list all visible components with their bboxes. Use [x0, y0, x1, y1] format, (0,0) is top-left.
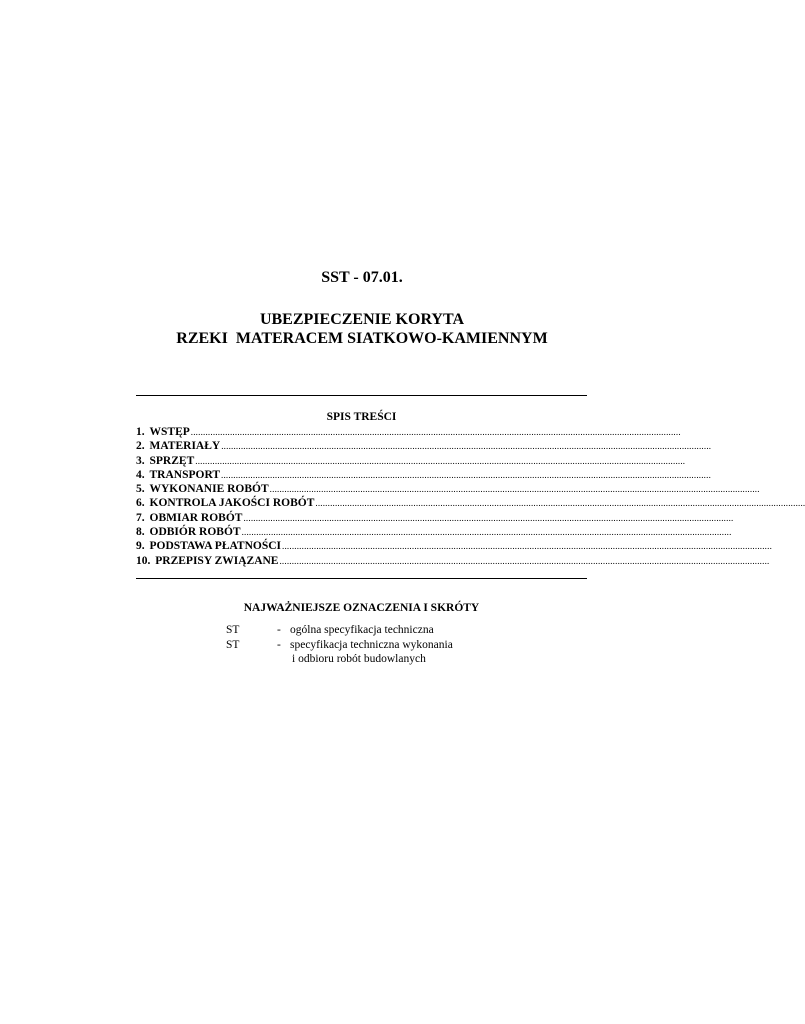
toc-item-label: WSTĘP	[149, 426, 190, 438]
document-code: SST - 07.01.	[321, 269, 403, 286]
toc-leader-dots: ........................................................................................................................................................................................................	[243, 512, 734, 523]
table-of-contents	[136, 425, 805, 568]
abbreviation-dash: -	[277, 638, 281, 651]
toc-leader-dots: ........................................................................................................................................................................................................	[195, 455, 686, 466]
abbreviation-definition	[290, 638, 453, 667]
toc-item-label: KONTROLA JAKOŚCI ROBÓT	[149, 497, 315, 510]
toc-item-number: 6.	[136, 497, 145, 510]
toc-item-label: PRZEPISY ZWIĄZANE	[155, 554, 279, 567]
abbreviation-row	[226, 638, 546, 667]
toc-item-number: 1.	[136, 426, 145, 438]
abbreviation-definition-line: i odbioru robót budowlanych	[292, 653, 426, 665]
document-title-line: RZEKI MATERACEM SIATKOWO-KAMIENNYM	[176, 330, 548, 347]
toc-item-label: OBMIAR ROBÓT	[149, 511, 243, 524]
abbreviation-row	[226, 623, 546, 638]
toc-item-label: MATERIAŁY	[149, 440, 221, 453]
abbreviation-definition-line: ogólna specyfikacja techniczna	[290, 624, 434, 636]
toc-leader-dots: ........................................................................................................................................................................................................	[190, 427, 681, 437]
divider-top	[136, 395, 587, 396]
toc-item[interactable]	[136, 482, 760, 496]
toc-item-label: SPRZĘT	[149, 454, 195, 467]
toc-item-label: ODBIÓR ROBÓT	[149, 526, 241, 539]
toc-item[interactable]	[136, 525, 732, 539]
toc-item-number: 2.	[136, 440, 145, 453]
toc-item-number: 8.	[136, 526, 145, 539]
abbreviation-dash: -	[277, 624, 281, 636]
toc-item-number: 4.	[136, 468, 145, 481]
toc-item[interactable]	[136, 496, 805, 510]
toc-item-number: 9.	[136, 540, 145, 553]
abbreviation-term: ST	[226, 638, 240, 651]
toc-item-number: 5.	[136, 483, 145, 496]
toc-leader-dots: ........................................................................................................................................................................................................	[282, 541, 773, 552]
toc-item-label: PODSTAWA PŁATNOŚCI	[149, 540, 282, 553]
toc-leader-dots: ........................................................................................................................................................................................................	[279, 555, 770, 566]
toc-leader-dots: ........................................................................................................................................................................................................	[315, 498, 805, 509]
toc-item-label: TRANSPORT	[149, 468, 221, 481]
toc-item[interactable]	[136, 454, 686, 468]
toc-leader-dots: ........................................................................................................................................................................................................	[269, 484, 760, 495]
abbreviation-definition-line: specyfikacja techniczna wykonania	[290, 638, 453, 651]
toc-item[interactable]	[136, 468, 712, 482]
toc-leader-dots: ........................................................................................................................................................................................................	[221, 441, 712, 452]
toc-heading: SPIS TREŚCI	[326, 411, 397, 423]
abbreviations-list	[226, 623, 546, 667]
toc-item[interactable]	[136, 554, 770, 568]
document-title	[0, 310, 724, 348]
toc-item-number: 7.	[136, 511, 145, 524]
toc-item-number: 3.	[136, 454, 145, 467]
toc-item[interactable]	[136, 439, 712, 453]
toc-item-label: WYKONANIE ROBÓT	[149, 483, 269, 496]
divider-bottom	[136, 578, 587, 579]
toc-leader-dots: ........................................................................................................................................................................................................	[221, 469, 712, 480]
toc-item[interactable]	[136, 539, 773, 553]
document-title-line: UBEZPIECZENIE KORYTA	[259, 311, 465, 328]
abbreviations-heading: NAJWAŻNIEJSZE OZNACZENIA I SKRÓTY	[243, 602, 480, 614]
toc-item[interactable]	[136, 511, 734, 525]
toc-item[interactable]	[136, 425, 681, 439]
abbreviation-definition	[290, 623, 434, 638]
toc-item-number: 10.	[136, 554, 151, 567]
abbreviation-term: ST	[226, 624, 240, 636]
toc-leader-dots: ........................................................................................................................................................................................................	[241, 527, 732, 538]
